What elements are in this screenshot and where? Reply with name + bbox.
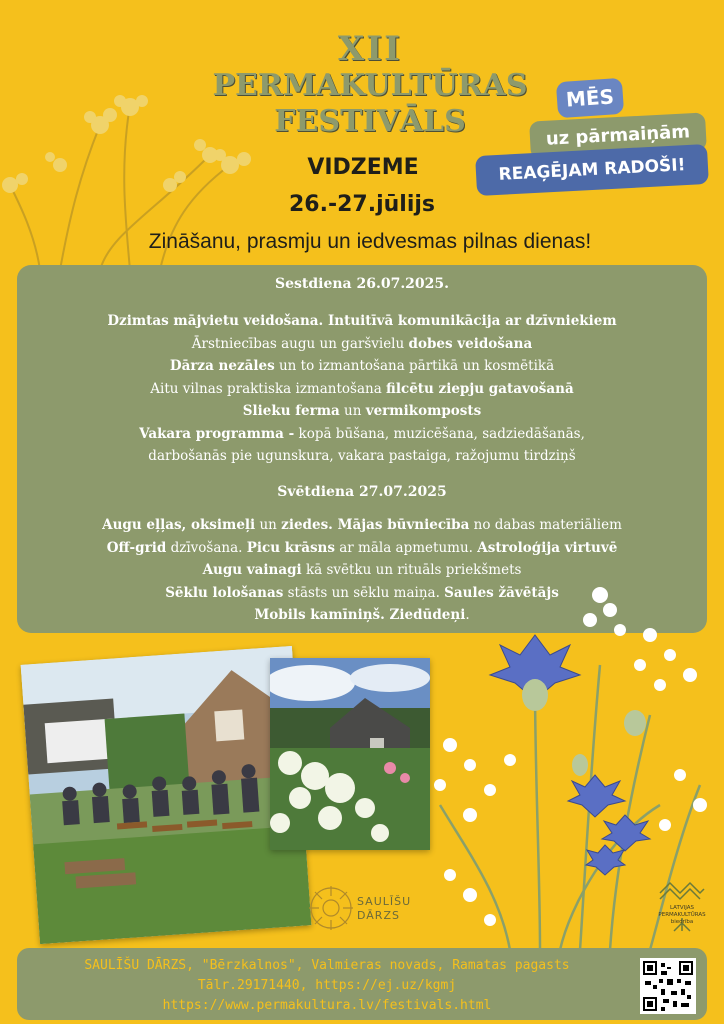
text-span: stāsts un sēklu maiņa. [283,584,445,601]
logo-text-line: SAULĪŠU [357,895,412,908]
text-span: kā svētku un rituāls priekšmets [301,562,522,578]
text-span-bold: Sēklu lološanas [165,584,284,601]
logo-text-line: LATVIJAS [669,905,695,911]
saturday-program [17,310,707,468]
text-span: ar māla apmetumu. [334,539,478,556]
edition-number: XII [337,29,403,69]
text-span: un [339,403,366,419]
logo-text-line: PERMAKULTŪRAS [658,912,706,918]
region-label: VIDZEME [307,155,419,180]
group-photo-image [21,646,312,944]
text-span-bold: Vakara programma - [139,425,295,442]
text-span-bold: Astroloģija virtuvē [477,539,618,556]
qr-code[interactable] [640,958,696,1014]
text-span-bold: vermikomposts [365,403,482,419]
saturday-line-3 [17,355,707,378]
garden-photo [270,658,430,850]
text-span: Ārstniecības augu un garšvielu [191,335,409,352]
sunday-line-2 [17,537,707,560]
text-span-bold: Picu krāsns [246,539,335,556]
footer-website-link[interactable]: https://www.permakultura.lv/festivals.html [162,998,492,1013]
text-span-bold: Mobils kamīniņš. Ziedūdeņi [254,607,466,623]
text-span-bold: ziedes. Mājas būvniecība [281,517,470,533]
text-span: un [255,517,282,533]
saturday-line-5 [17,400,707,423]
footer-contact-line[interactable]: Tālr.29171440, https://ej.uz/kgmj [197,978,457,993]
saturday-line-6 [17,423,707,446]
sunday-line-1 [17,514,707,537]
text-span-bold: Slieku ferma [242,403,340,419]
badge-reagejam-radosi: REAĢĒJAM RADOŠI! [475,144,709,196]
text-span: un to izmantošana pārtikā un kosmētikā [274,358,555,374]
text-span: Aitu vilnas praktiska izmantošana [150,380,387,397]
saturday-line-4 [17,378,707,401]
festival-dates: 26.-27.jūlijs [289,192,435,217]
text-span: . [465,607,470,623]
text-span-bold: filcētu ziepju gatavošanā [386,380,574,397]
saulisu-darzs-logo-text [357,895,417,923]
title-line-1: PERMAKULTŪRAS [212,68,528,103]
saturday-line-2 [17,333,707,356]
text-span-bold: Dārza nezāles [169,358,275,374]
logo-text-line: biedrība [670,919,694,925]
text-span-bold: Saules žāvētājs [444,584,559,601]
badge-mes: MĒS [556,78,624,119]
permaculture-society-logo-text [646,905,718,926]
saturday-line-7: darbošanās pie ugunskura, vakara pastaiga, ražojumu tirdziņš [148,448,576,464]
festival-title [180,30,560,140]
qr-code-icon [643,961,693,1011]
text-span: no dabas materiāliem [469,517,622,533]
footer-contacts [17,948,707,1020]
text-span: kopā būšana, muzicēšana, sadziedāšanās, [294,425,585,442]
tagline: Zināšanu, prasmju un iedvesmas pilnas dienas! [148,230,592,253]
title-line-2: FESTIVĀLS [274,104,466,139]
logo-text-line: DĀRZS [357,909,400,922]
saturday-title: Sestdiena 26.07.2025. [274,276,450,292]
group-photo [21,646,312,944]
saturday-line-1: Dzimtas mājvietu veidošana. Intuitīvā komunikācija ar dzīvniekiem [107,313,617,329]
text-span-bold: Augu vainagi [202,562,302,578]
text-span-bold: Augu eļļas, oksimeļi [102,517,256,533]
garden-photo-image [270,658,430,850]
text-span-bold: Off-grid [106,539,167,556]
sunday-title: Svētdiena 27.07.2025 [277,484,447,500]
badge-uz-parmainam: uz pārmaiņām [529,112,707,159]
text-span: dzīvošana. [166,539,247,556]
text-span-bold: dobes veidošana [408,335,533,352]
footer-address: SAULĪŠU DĀRZS, "Bērzkalnos", Valmieras novads, Ramatas pagasts [84,958,570,973]
